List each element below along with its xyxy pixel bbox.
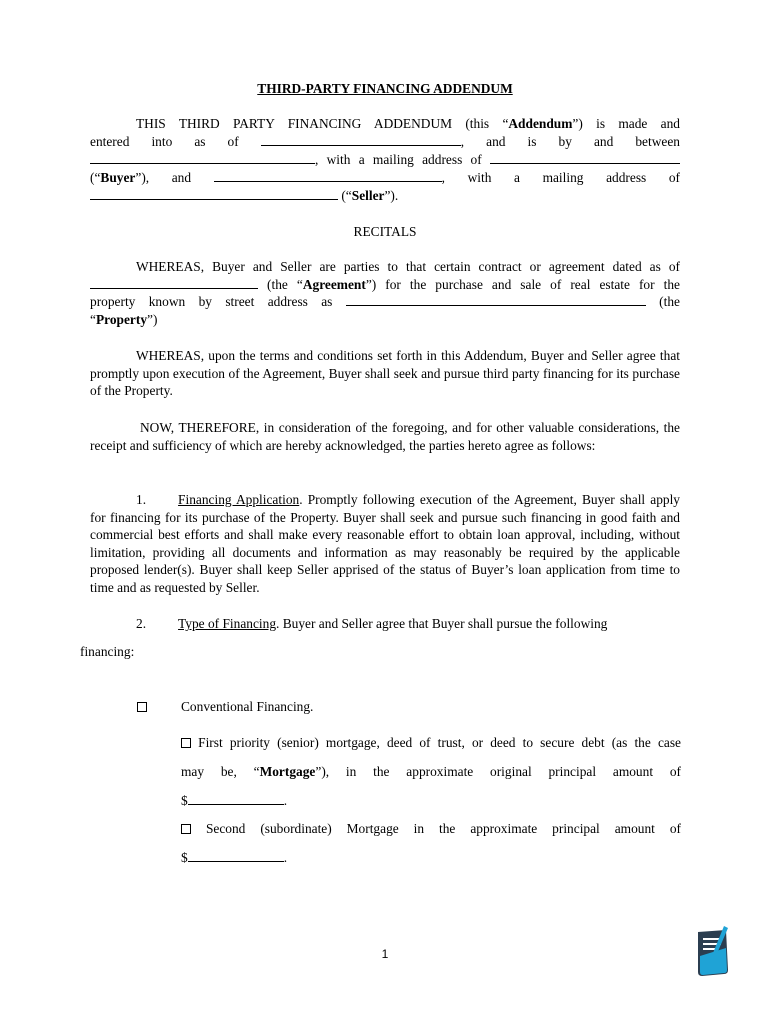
intro-paragraph: THIS THIRD PARTY FINANCING ADDENDUM (this “Addendum”) is made and entered into as of , and is by and between , with a mailing address of (“Buyer”), and , with a mailing address of (“Seller”). bbox=[90, 116, 680, 203]
seller-name-blank[interactable] bbox=[214, 169, 442, 182]
second-mortgage-amount-blank[interactable] bbox=[188, 849, 284, 862]
whereas-paragraph-2: WHEREAS, upon the terms and conditions set forth in this Addendum, Buyer and Seller agree that promptly upon execution of the Agreement, Buyer shall seek and pursue third party financing for its purchase of the Property. bbox=[90, 348, 680, 398]
page-number: 1 bbox=[381, 947, 389, 961]
buyer-address-blank[interactable] bbox=[490, 151, 680, 164]
first-mortgage-amount-blank[interactable] bbox=[188, 792, 284, 805]
buyer-name-blank[interactable] bbox=[90, 151, 315, 164]
document-logo-icon bbox=[694, 926, 730, 980]
street-address-blank[interactable] bbox=[346, 293, 646, 306]
agreement-date-blank[interactable] bbox=[90, 276, 258, 289]
seller-address-blank[interactable] bbox=[90, 187, 338, 200]
first-mortgage-checkbox[interactable] bbox=[181, 738, 191, 748]
conventional-financing-checkbox[interactable] bbox=[137, 702, 147, 712]
second-mortgage-option: Second (subordinate) Mortgage in the approximate principal amount of $ . bbox=[181, 821, 681, 865]
second-mortgage-checkbox[interactable] bbox=[181, 824, 191, 834]
recitals-heading: RECITALS bbox=[353, 224, 417, 239]
conventional-financing-option: Conventional Financing. bbox=[137, 698, 697, 716]
section-2-type-of-financing: 2. Type of Financing. Buyer and Seller agree that Buyer shall pursue the following bbox=[136, 616, 608, 631]
date-blank[interactable] bbox=[261, 133, 461, 146]
section-1-financing-application: 1. Financing Application. Promptly following execution of the Agreement, Buyer shall apply for financing for its purchase of the Property. Buyer shall seek and pursue such financing in good faith and commercial best efforts and shall make every reasonable effort to obtain loan approval, including, without limitation, providing all documents and information as may reasonably be required by the applicable proposed lender(s). Buyer shall keep Seller apprised of the status of Buyer’s loan application from time to time and as requested by Seller. bbox=[90, 492, 681, 595]
document-title: THIRD-PARTY FINANCING ADDENDUM bbox=[257, 81, 513, 96]
now-therefore-paragraph: NOW, THEREFORE, in consideration of the foregoing, and for other valuable considerations, the receipt and sufficiency of which are hereby acknowledged, the parties hereto agree as follows: bbox=[90, 420, 680, 453]
first-mortgage-option: First priority (senior) mortgage, deed of trust, or deed to secure debt (as the case may be, “Mortgage”), in the approximate original principal amount of $ . bbox=[181, 735, 681, 808]
whereas-paragraph-1: WHEREAS, Buyer and Seller are parties to that certain contract or agreement dated as of (the “Agreement”) for the purchase and sale of real estate for the property known by street address as (the “Property”) bbox=[90, 259, 680, 327]
financing-continuation: financing: bbox=[80, 644, 135, 659]
